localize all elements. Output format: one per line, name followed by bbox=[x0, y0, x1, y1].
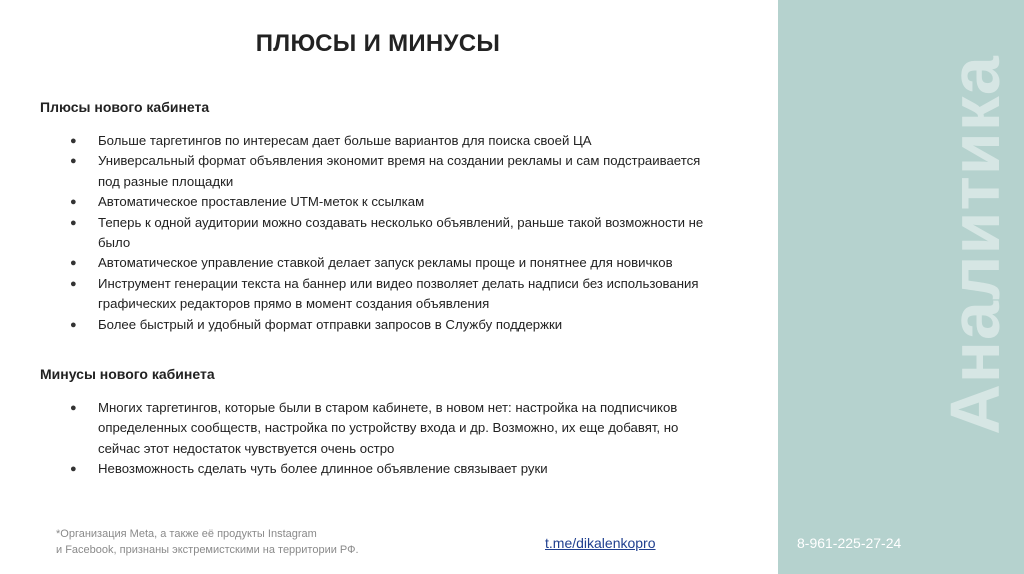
bullet-icon: ● bbox=[70, 135, 77, 147]
page-title: ПЛЮСЫ И МИНУСЫ bbox=[255, 30, 501, 57]
bullet-icon: ● bbox=[70, 257, 77, 270]
bullet-icon: ● bbox=[70, 463, 77, 476]
list-item-text: Универсальный формат объявления экономит время на создании рекламы и сам подстраивается bbox=[98, 153, 701, 169]
bullet-icon: ● bbox=[70, 155, 77, 168]
list-item-text: определенных сообществ, настройка по устройству входа и др. Возможно, их еще добавят, но bbox=[98, 420, 679, 436]
plus-list bbox=[70, 131, 760, 335]
list-item bbox=[70, 459, 760, 479]
minus-list bbox=[70, 398, 760, 480]
sidebar-vertical-text: Аналитика bbox=[936, 55, 1014, 435]
list-item bbox=[70, 131, 760, 151]
list-item-text: Теперь к одной аудитории можно создавать несколько объявлений, раньше такой возможности не bbox=[98, 214, 704, 230]
list-item-text: Инструмент генерации текста на баннер или видео позволяет делать надписи без использования bbox=[98, 275, 699, 291]
list-item bbox=[70, 151, 760, 192]
footnote bbox=[56, 526, 359, 558]
list-item-text: Невозможность сделать чуть более длинное объявление связывает руки bbox=[98, 461, 548, 477]
list-item-text: под разные площадки bbox=[98, 173, 234, 189]
list-item-text: Многих таргетингов, которые были в старом кабинете, в новом нет: настройка на подписчиков bbox=[98, 400, 678, 415]
list-item-text: Автоматическое проставление UTM-меток к ссылкам bbox=[98, 194, 425, 210]
list-item bbox=[70, 315, 760, 335]
list-item bbox=[70, 192, 760, 212]
list-item-text: Больше таргетингов по интересам дает больше вариантов для поиска своей ЦА bbox=[98, 133, 592, 148]
list-item-text: графических редакторов прямо в момент создания объявления bbox=[98, 296, 490, 312]
bullet-icon: ● bbox=[70, 216, 77, 229]
footnote-line-1: *Организация Meta, а также её продукты Instagram bbox=[56, 528, 317, 540]
list-item bbox=[70, 253, 760, 273]
list-item-text: Автоматическое управление ставкой делает запуск рекламы проще и понятнее для новичков bbox=[98, 255, 673, 271]
list-item-text: Более быстрый и удобный формат отправки запросов в Службу поддержки bbox=[98, 316, 563, 332]
bullet-icon: ● bbox=[70, 318, 77, 331]
phone-number: 8-961-225-27-24 bbox=[797, 535, 902, 551]
list-item-text: было bbox=[98, 235, 131, 251]
plus-heading: Плюсы нового кабинета bbox=[40, 99, 210, 115]
list-item bbox=[70, 274, 760, 315]
bullet-icon: ● bbox=[70, 196, 77, 209]
footnote-line-2: и Facebook, признаны экстремистскими на территории РФ. bbox=[56, 544, 359, 556]
list-item bbox=[70, 213, 760, 254]
minus-heading: Минусы нового кабинета bbox=[40, 366, 215, 382]
list-item bbox=[70, 398, 760, 459]
bullet-icon: ● bbox=[70, 402, 77, 414]
list-item-text: сейчас этот недостаток чувствуется очень остро bbox=[98, 440, 395, 456]
bullet-icon: ● bbox=[70, 277, 77, 290]
telegram-link[interactable]: t.me/dikalenkopro bbox=[545, 535, 656, 551]
